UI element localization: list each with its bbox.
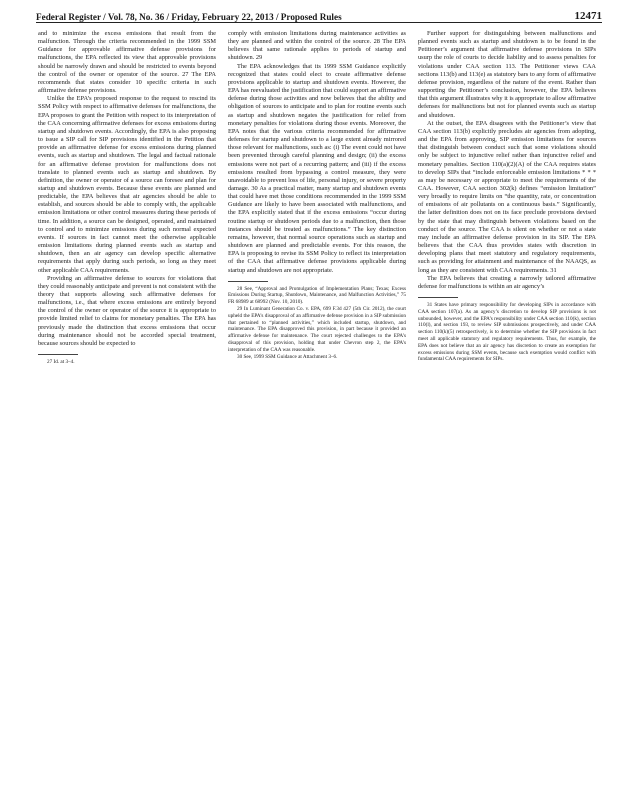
column-3-footnotes <box>418 302 596 363</box>
column-1 <box>38 30 216 792</box>
footnote-rule <box>38 354 78 355</box>
column-3-body <box>418 30 596 291</box>
page-number: 12471 <box>574 10 602 22</box>
paragraph: At the outset, the EPA disagrees with the Petitioner’s view that CAA section 113(b) explicitly precludes air agencies from adopting, and the EPA from approving, SIP emission limitations for sources that distinguish between conduct such that some violations should only be subject to injunctive relief rather than injunctive relief and monetary penalties. Section 110(a)(2)(A) of the CAA requires states to develop SIPs that “include enforceable emission limitations * * * as may be necessary or appropriate to meet the requirements of the CAA. However, CAA section 302(k) defines “emission limitation” very broadly to require limits on “the quantity, rate, or concentration of emissions of air pollutants on a continuous basis.” Significantly, the latter definition does not on its face preclude provisions devised by the state that may distinguish between violations based on the conduct of the source. The CAA is silent on whether or not a state may include an affirmative defense provision in its SIP. The EPA believes that the CAA thus provides states with discretion in developing plans that meet statutory and regulatory requirements, such as providing for attainment and maintenance of the NAAQS, as long as they are consistent with CAA requirements. 31 <box>418 119 596 274</box>
column-2-body <box>228 30 406 275</box>
paragraph: Further support for distinguishing between malfunctions and planned events such as startup and shutdown is to be found in the Petitioner’s argument that affirmative defense provisions in SIPs usurp the role of courts to decide liability and to assess penalties for violations under CAA section 113. The Petitioner views CAA sections 113(b) and 113(e) as statutory bars to any form of affirmative defense provision, regardless of the nature of the event. Rather than supporting the Petitioner’s conclusion, however, the EPA believes that this argument illustrates why it is appropriate to allow affirmative defenses for malfunctions but not for planned events such as startup and shutdown. <box>418 30 596 119</box>
paragraph: The EPA believes that creating a narrowly tailored affirmative defense for malfunctions is within an air agency’s <box>418 274 596 290</box>
column-2 <box>228 30 406 792</box>
column-3 <box>418 30 596 792</box>
paragraph: comply with emission limitations during maintenance activities as they are planned and within the control of the source. 28 The EPA believes that same rationale applies to periods of startup and shutdown. 29 <box>228 30 406 62</box>
footnote-rule <box>418 297 458 298</box>
footnote-rule <box>228 281 268 282</box>
paragraph: Unlike the EPA’s proposed response to the request to rescind its SSM Policy with respect to affirmative defenses for malfunctions, the EPA proposes to grant the Petition with respect to its interpretation of the CAA concerning affirmative defenses for excess emissions during startup and shutdown events. Accordingly, the EPA is also proposing to issue a SIP call for SIP provisions identified in the Petition that provide an affirmative defense for excess emissions during planned events, such as startup and shutdown. The legal and factual rationale for an affirmative defense provision for malfunctions does not translate to planned events such as startup and shutdown. By definition, the owner or operator of a source can foresee and plan for startup and shutdown events. Because these events are planned and predictable, the EPA believes that air agencies should be able to establish, and sources should be able to comply with, the applicable emission limitations or other control measures during these periods of time. In addition, a source can be designed, operated, and maintained to control and to minimize emissions during such normal expected events. If sources in fact cannot meet the otherwise applicable emission limitations during planned events such as startup and shutdown, then an air agency can develop specific alternative requirements that apply during such periods, so long as they meet other applicable CAA requirements. <box>38 95 216 274</box>
paragraph: and to minimize the excess emissions that result from the malfunction. Through the criteria recommended in the 1999 SSM Guidance for approvable affirmative defense provisions for malfunctions, the EPA reflected its view that approvable provisions should be narrowly drawn and should be restricted to events beyond the control of the owner or operator of the source. 27 The EPA recommends that states consider 10 specific criteria in such affirmative defense provisions. <box>38 30 216 95</box>
page-header <box>36 4 602 23</box>
column-1-body <box>38 30 216 348</box>
footnote: 29 In Luminant Generation Co. v. EPA, 699 F.3d 427 (5th Cir. 2012), the court upheld the EPA’s disapproval of an affirmative defense provision in a SIP submission that pertained to “planned activities,” which included startup, shutdown, and maintenance. The EPA disapproved this provision, in part because it provided an affirmative defense for maintenance. The court rejected challenges to the EPA’s disapproval of this provision, holding that under Chevron step 2, the EPA’s interpretation of the CAA was reasonable. <box>228 306 406 353</box>
header-citation: Federal Register / Vol. 78, No. 36 / Friday, February 22, 2013 / Proposed Rules <box>36 12 342 22</box>
column-2-footnotes <box>228 286 406 361</box>
paragraph: The EPA acknowledges that its 1999 SSM Guidance explicitly recognized that states could elect to create affirmative defense provisions applicable to startup and shutdown events. However, the EPA has reevaluated the justification that could support an affirmative defense during those activities and now believes that the ability and obligation of sources to anticipate and to plan for routine events such as startup and shutdown negates the justification for relief from monetary penalties for violations during those events. Moreover, the EPA notes that the various criteria recommended for affirmative defenses for startup and shutdown to a large extent already mirrored those relevant for malfunctions, such as: (i) The event could not have been prevented through careful planning and design; (ii) the excess emissions were not part of a recurring pattern; and (iii) if the excess emissions resulted from bypassing a control measure, they were unavoidable to prevent loss of life, personal injury, or severe property damage. 30 As a practical matter, many startup and shutdown events that could have met those conditions recommended in the 1999 SSM Guidance are likely to have been associated with malfunctions, and the EPA explicitly stated that if the excess emissions “occur during routine startup or shutdown periods due to a malfunction, then those instances should be treated as malfunctions.” The key distinction remains, however, that normal source operations such as startup and shutdown are planned and predictable events. For this reason, the EPA is proposing to revise its SSM Policy to reflect its interpretation of the CAA that affirmative defense provisions applicable during startup and shutdown are not appropriate. <box>228 62 406 274</box>
column-1-footnotes <box>38 359 216 366</box>
paragraph: Providing an affirmative defense to sources for violations that they could reasonably anticipate and prevent is not consistent with the theory that supports allowing such affirmative defenses for malfunctions, i.e., that where excess emissions are entirely beyond the control of the owner or operator of the source it is appropriate to provide limited relief to claims for monetary penalties. The EPA has previously made the distinction that excess emissions that occur during maintenance should not be accorded special treatment, because sources should be expected to <box>38 274 216 347</box>
footnote: 31 States have primary responsibility for developing SIPs in accordance with CAA section 107(a). As an agency’s discretion to develop SIP provisions is not unbounded, however, and the EPA’s responsibility under CAA section 110(k), section 110(l), and section 193, to review SIP submissions prospectively, and under CAA section 110(k)(5) retrospectively, is to determine whether the SIP provisions in fact meet all applicable statutory and regulatory requirements. Thus, for example, the EPA does not believe that an air agency has discretion to create an exemption for excess emissions during SSM events, because such exemption would conflict with fundamental CAA requirements for SIPs. <box>418 302 596 363</box>
footnote: 27 Id. at 3–4. <box>47 359 75 366</box>
footnote: 30 See, 1999 SSM Guidance at Attachment 3–6. <box>237 353 338 360</box>
footnote: 28 See, “Approval and Promulgation of Implementation Plans; Texas; Excess Emissions During Startup, Shutdown, Maintenance, and Malfunction Activities,” 75 FR 68989 at 68992 (Nov. 10, 2010). <box>228 285 406 306</box>
